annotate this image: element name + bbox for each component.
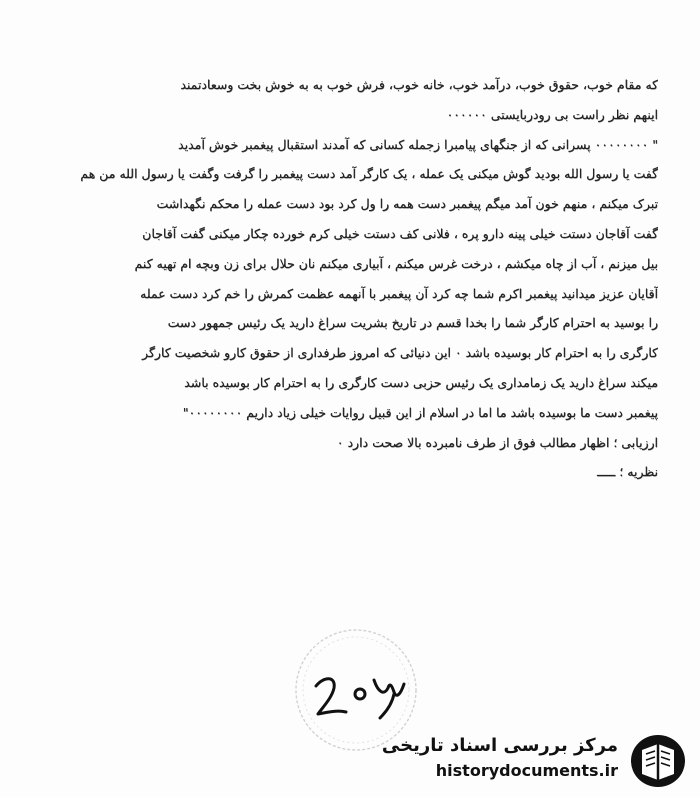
opinion-line: نظریه ؛ ـــــ (596, 464, 658, 480)
footer-organization-title: مرکز بررسی اسناد تاریخی (381, 735, 618, 756)
document-line-12: پیغمبر دست ما بوسیده باشد ما اما در اسلام از این قبیل روایات خیلی زیاد داریم ۰۰۰۰۰۰۰۰" (182, 404, 658, 420)
document-line-4: گفت یا رسول الله بودید گوش میکنی یک عمله ، یک کارگر آمد دست پیغمبر را گرفت وگفت یا رسول الله من هم (80, 166, 658, 182)
document-line-1: که مقام خوب، حقوق خوب، درآمد خوب، خانه خوب، فرش خوب به به خوش بخت وسعادتمند (180, 77, 658, 92)
document-line-8: آقایان عزیز میدانید پیغمبر اکرم شما چه کرد آن پیغمبر با آنهمه عظمت کمرش را خم کرد دست عمله (140, 285, 658, 301)
archive-logo-icon (628, 732, 688, 790)
document-line-2: اینهم نظر راست بی رودربایستی ۰۰۰۰۰۰ (446, 106, 658, 122)
stamp-digit-4 (374, 680, 404, 718)
stamp-digit-0 (355, 689, 365, 699)
document-line-9: را بوسید به احترام کارگر شما را بخدا قسم در تاریخ بشریت سراغ دارید یک رئیس جمهور دست (167, 315, 658, 331)
document-line-11: میکند سراغ دارید یک زمامداری یک رئیس حزبی دست کارگری را به احترام کار بوسیده باشد (184, 374, 658, 390)
document-line-7: بیل میزنم ، آب از چاه میکشم ، درخت غرس میکنم ، آبیاری میکنم نان حلال برای زن وبچه ام تهیه کنم (134, 255, 658, 271)
footer-website-link[interactable]: historydocuments.ir (435, 761, 618, 780)
evaluation-line: ارزیابی ؛ اظهار مطالب فوق از طرف نامبرده بالا صحت دارد ۰ (336, 434, 658, 450)
document-line-10: کارگری را به احترام کار بوسیده باشد ۰ این دنیائی که امروز طرفداری از حقوق کارو شخصیت کارگر (142, 345, 658, 361)
stamp-digit-2 (316, 679, 346, 714)
document-line-5: تبرک میکنم ، منهم خون آمد میگم پیغمبر دست همه را ول کرد بود دست عمله را محکم نگهداشت (156, 196, 658, 212)
document-body (58, 70, 658, 487)
document-line-6: گفت آقاجان دستت خیلی پینه دارو پره ، فلانی کف دستت خیلی کرم خورده چکار میکنی گفت آقاجان (142, 225, 658, 241)
document-line-3: " ۰۰۰۰۰۰۰۰ پسرانی که از جنگهای پیامبرا زجمله کسانی که آمدند استقبال پیغمبر خوش آمدید (178, 136, 658, 152)
